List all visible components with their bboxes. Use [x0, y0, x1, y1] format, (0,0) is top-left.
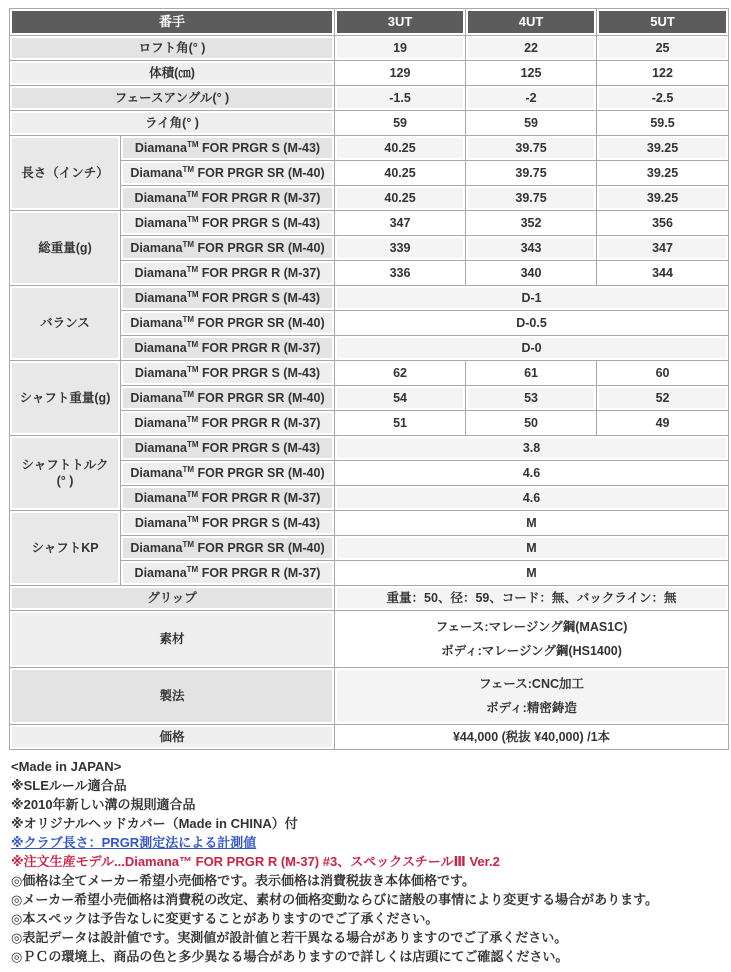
- shaft-name-cell: [121, 511, 334, 535]
- spec-group-label: [10, 436, 120, 510]
- spec-value-cell: 22: [466, 36, 596, 60]
- trademark-mark: TM: [186, 264, 199, 274]
- table-row: [10, 436, 728, 460]
- cell-line: ¥44,000 (税抜 ¥40,000) /1本: [452, 730, 611, 744]
- spec-value-cell: 347: [597, 236, 728, 260]
- col-header-4ut: 4UT: [466, 9, 596, 35]
- cell-line: ボディ:マレージング鋼(HS1400): [441, 644, 622, 658]
- shaft-model: FOR PRGR R (M-37): [198, 416, 321, 430]
- note-line: ◎メーカー希望小売価格は消費税の改定、素材の価格変動ならびに諸般の事情により変更する場合があります。: [11, 892, 659, 907]
- spec-value-cell: 339: [335, 236, 465, 260]
- shaft-name-cell: [121, 461, 334, 485]
- table-row: [10, 86, 728, 110]
- spec-value-cell: 39.25: [597, 161, 728, 185]
- shaft-name-cell: [121, 136, 334, 160]
- spec-value-cell: 40.25: [335, 136, 465, 160]
- trademark-mark: TM: [187, 214, 199, 224]
- spec-value-cell: 340: [466, 261, 596, 285]
- note-line: ◎ＰＣの環境上、商品の色と多少異なる場合がありますので詳しくは店頭にてご確認ください。: [11, 949, 569, 964]
- spec-row-label: [10, 86, 334, 110]
- spec-value-cell: [335, 586, 728, 610]
- shaft-model: FOR PRGR S (M-43): [198, 216, 321, 230]
- spec-value-cell: 4.6: [335, 461, 728, 485]
- shaft-brand: Diamana: [134, 291, 187, 305]
- spec-row-label: [10, 586, 334, 610]
- cell-line: (° ): [56, 474, 74, 488]
- cell-line: フェースアングル(° ): [114, 91, 230, 105]
- cell-line: 重量：50、径：59、コード：無、バックライン：無: [386, 591, 677, 605]
- spec-row-label: [10, 61, 334, 85]
- shaft-brand: Diamana: [134, 441, 187, 455]
- header-row: [10, 9, 728, 35]
- col-header-3ut: 3UT: [335, 9, 465, 35]
- cell-line: 総重量(g): [38, 241, 92, 255]
- spec-value-cell: D-0.5: [335, 311, 728, 335]
- shaft-name-cell: [121, 336, 334, 360]
- shaft-brand: Diamana: [130, 391, 183, 405]
- note-line: ※2010年新しい溝の規則適合品: [11, 797, 196, 812]
- spec-value-cell: 4.6: [335, 486, 728, 510]
- table-row: [10, 211, 728, 235]
- spec-value-cell: 59.5: [597, 111, 728, 135]
- spec-group-label: [10, 286, 120, 360]
- spec-value-cell: 19: [335, 36, 465, 60]
- trademark-mark: TM: [187, 439, 199, 449]
- note-line: ※SLEルール適合品: [11, 778, 127, 793]
- shaft-brand: Diamana: [134, 341, 187, 355]
- shaft-brand: Diamana: [134, 141, 187, 155]
- cell-line: 長さ（インチ）: [21, 166, 109, 180]
- spec-value-cell: 39.25: [597, 136, 728, 160]
- spec-value-cell: 50: [466, 411, 596, 435]
- spec-value-cell: 39.25: [597, 186, 728, 210]
- spec-value-cell: 40.25: [335, 186, 465, 210]
- trademark-mark: TM: [187, 289, 199, 299]
- spec-value-cell: 52: [597, 386, 728, 410]
- spec-value-cell: [335, 668, 728, 724]
- cell-line: フェース:CNC加工: [479, 677, 585, 691]
- shaft-name-cell: [121, 236, 334, 260]
- shaft-model: FOR PRGR SR (M-40): [194, 541, 325, 555]
- cell-line: 製法: [159, 689, 185, 703]
- spec-value-cell: 352: [466, 211, 596, 235]
- spec-value-cell: 54: [335, 386, 465, 410]
- shaft-name-cell: [121, 386, 334, 410]
- spec-value-cell: [335, 725, 728, 749]
- spec-group-label: [10, 511, 120, 585]
- shaft-model: FOR PRGR SR (M-40): [194, 316, 325, 330]
- table-row: [10, 136, 728, 160]
- cell-line: フェース:マレージング鋼(MAS1C): [435, 620, 628, 634]
- shaft-brand: Diamana: [134, 491, 187, 505]
- spec-value-cell: -1.5: [335, 86, 465, 110]
- cell-line: シャフトKP: [31, 541, 99, 555]
- table-row: [10, 668, 728, 724]
- shaft-name-cell: [121, 536, 334, 560]
- table-row: [10, 61, 728, 85]
- trademark-mark: TM: [186, 339, 199, 349]
- shaft-name-cell: [121, 411, 334, 435]
- spec-group-label: [10, 136, 120, 210]
- shaft-model: FOR PRGR S (M-43): [198, 291, 321, 305]
- trademark-mark: TM: [182, 239, 195, 249]
- shaft-name-cell: [121, 261, 334, 285]
- shaft-brand: Diamana: [130, 166, 183, 180]
- spec-value-cell: 129: [335, 61, 465, 85]
- shaft-name-cell: [121, 486, 334, 510]
- note-line: <Made in JAPAN>: [11, 759, 122, 774]
- spec-value-cell: 347: [335, 211, 465, 235]
- club-spec-table: [9, 8, 729, 750]
- shaft-name-cell: [121, 186, 334, 210]
- custom-order-note: ※注文生産モデル...Diamana™ FOR PRGR R (M-37) #3、スペックスチールⅢ Ver.2: [11, 854, 500, 869]
- shaft-name-cell: [121, 211, 334, 235]
- spec-row-label: [10, 36, 334, 60]
- shaft-name-cell: [121, 161, 334, 185]
- table-row: [10, 286, 728, 310]
- cell-line: 素材: [159, 632, 185, 646]
- trademark-mark: TM: [182, 164, 195, 174]
- table-row: [10, 725, 728, 749]
- spec-value-cell: 336: [335, 261, 465, 285]
- club-length-note-link[interactable]: ※クラブ長さ：PRGR測定法による計測値: [11, 835, 257, 850]
- table-row: [10, 111, 728, 135]
- shaft-name-cell: [121, 361, 334, 385]
- cell-line: グリップ: [147, 591, 197, 605]
- shaft-brand: Diamana: [134, 416, 187, 430]
- shaft-brand: Diamana: [130, 316, 183, 330]
- spec-value-cell: 25: [597, 36, 728, 60]
- shaft-name-cell: [121, 311, 334, 335]
- cell-line: ライ角(° ): [145, 116, 199, 130]
- spec-value-cell: 40.25: [335, 161, 465, 185]
- spec-row-label: [10, 611, 334, 667]
- spec-value-cell: 60: [597, 361, 728, 385]
- table-row: [10, 511, 728, 535]
- note-line: ◎表記データは設計値です。実測値が設計値と若干異なる場合がありますのでご了承ください。: [11, 930, 568, 945]
- shaft-model: FOR PRGR R (M-37): [198, 491, 321, 505]
- spec-value-cell: D-0: [335, 336, 728, 360]
- note-line: ◎価格は全てメーカー希望小売価格です。表示価格は消費税抜き本体価格です。: [11, 873, 476, 888]
- shaft-brand: Diamana: [130, 541, 183, 555]
- cell-line: ボディ:精密鋳造: [486, 701, 577, 715]
- cell-line: シャフトトルク: [21, 458, 109, 472]
- spec-value-cell: 356: [597, 211, 728, 235]
- club-number-header: 番手: [10, 9, 334, 35]
- shaft-model: FOR PRGR R (M-37): [198, 266, 321, 280]
- table-row: [10, 611, 728, 667]
- shaft-name-cell: [121, 286, 334, 310]
- trademark-mark: TM: [186, 489, 199, 499]
- spec-value-cell: M: [335, 511, 728, 535]
- footnotes-section: [9, 757, 725, 966]
- spec-value-cell: 61: [466, 361, 596, 385]
- spec-value-cell: 39.75: [466, 136, 596, 160]
- shaft-model: FOR PRGR S (M-43): [198, 516, 321, 530]
- shaft-model: FOR PRGR SR (M-40): [194, 466, 325, 480]
- shaft-model: FOR PRGR SR (M-40): [194, 241, 325, 255]
- shaft-brand: Diamana: [130, 466, 183, 480]
- shaft-name-cell: [121, 436, 334, 460]
- spec-value-cell: 39.75: [466, 161, 596, 185]
- shaft-brand: Diamana: [134, 191, 187, 205]
- shaft-brand: Diamana: [134, 516, 187, 530]
- spec-group-label: [10, 361, 120, 435]
- spec-value-cell: M: [335, 561, 728, 585]
- col-header-5ut: 5UT: [597, 9, 728, 35]
- cell-line: 価格: [159, 730, 185, 744]
- spec-value-cell: 39.75: [466, 186, 596, 210]
- shaft-brand: Diamana: [134, 216, 187, 230]
- spec-value-cell: 53: [466, 386, 596, 410]
- cell-line: ロフト角(° ): [138, 41, 206, 55]
- cell-line: シャフト重量(g): [19, 391, 111, 405]
- spec-value-cell: 51: [335, 411, 465, 435]
- trademark-mark: TM: [186, 189, 199, 199]
- spec-value-cell: 343: [466, 236, 596, 260]
- cell-line: バランス: [40, 316, 90, 330]
- shaft-model: FOR PRGR S (M-43): [198, 366, 321, 380]
- shaft-brand: Diamana: [130, 241, 183, 255]
- spec-row-label: [10, 725, 334, 749]
- shaft-brand: Diamana: [134, 366, 187, 380]
- shaft-model: FOR PRGR S (M-43): [198, 141, 321, 155]
- spec-row-label: [10, 111, 334, 135]
- shaft-brand: Diamana: [134, 266, 187, 280]
- spec-value-cell: -2: [466, 86, 596, 110]
- trademark-mark: TM: [182, 539, 195, 549]
- spec-value-cell: 59: [466, 111, 596, 135]
- shaft-model: FOR PRGR R (M-37): [198, 341, 321, 355]
- spec-value-cell: 344: [597, 261, 728, 285]
- spec-row-label: [10, 668, 334, 724]
- table-row: [10, 586, 728, 610]
- note-line: ◎本スペックは予告なしに変更することがありますのでご了承ください。: [11, 911, 439, 926]
- note-line: ※オリジナルヘッドカバー（Made in CHINA）付: [11, 816, 298, 831]
- spec-value-cell: 59: [335, 111, 465, 135]
- shaft-model: FOR PRGR S (M-43): [198, 441, 321, 455]
- table-row: [10, 36, 728, 60]
- shaft-model: FOR PRGR SR (M-40): [194, 391, 325, 405]
- spec-value-cell: -2.5: [597, 86, 728, 110]
- spec-value-cell: D-1: [335, 286, 728, 310]
- spec-value-cell: [335, 611, 728, 667]
- trademark-mark: TM: [187, 514, 199, 524]
- spec-value-cell: 122: [597, 61, 728, 85]
- shaft-name-cell: [121, 561, 334, 585]
- spec-value-cell: 49: [597, 411, 728, 435]
- spec-group-label: [10, 211, 120, 285]
- shaft-model: FOR PRGR SR (M-40): [194, 166, 325, 180]
- spec-value-cell: M: [335, 536, 728, 560]
- spec-value-cell: 3.8: [335, 436, 728, 460]
- trademark-mark: TM: [182, 389, 195, 399]
- shaft-model: FOR PRGR R (M-37): [198, 191, 321, 205]
- spec-value-cell: 125: [466, 61, 596, 85]
- trademark-mark: TM: [187, 139, 199, 149]
- spec-value-cell: 62: [335, 361, 465, 385]
- trademark-mark: TM: [187, 364, 199, 374]
- table-row: [10, 361, 728, 385]
- trademark-mark: TM: [186, 564, 199, 574]
- trademark-mark: TM: [182, 314, 195, 324]
- shaft-model: FOR PRGR R (M-37): [198, 566, 321, 580]
- trademark-mark: TM: [182, 464, 195, 474]
- trademark-mark: TM: [186, 414, 199, 424]
- cell-line: 体積(㎝): [149, 66, 195, 80]
- shaft-brand: Diamana: [134, 566, 187, 580]
